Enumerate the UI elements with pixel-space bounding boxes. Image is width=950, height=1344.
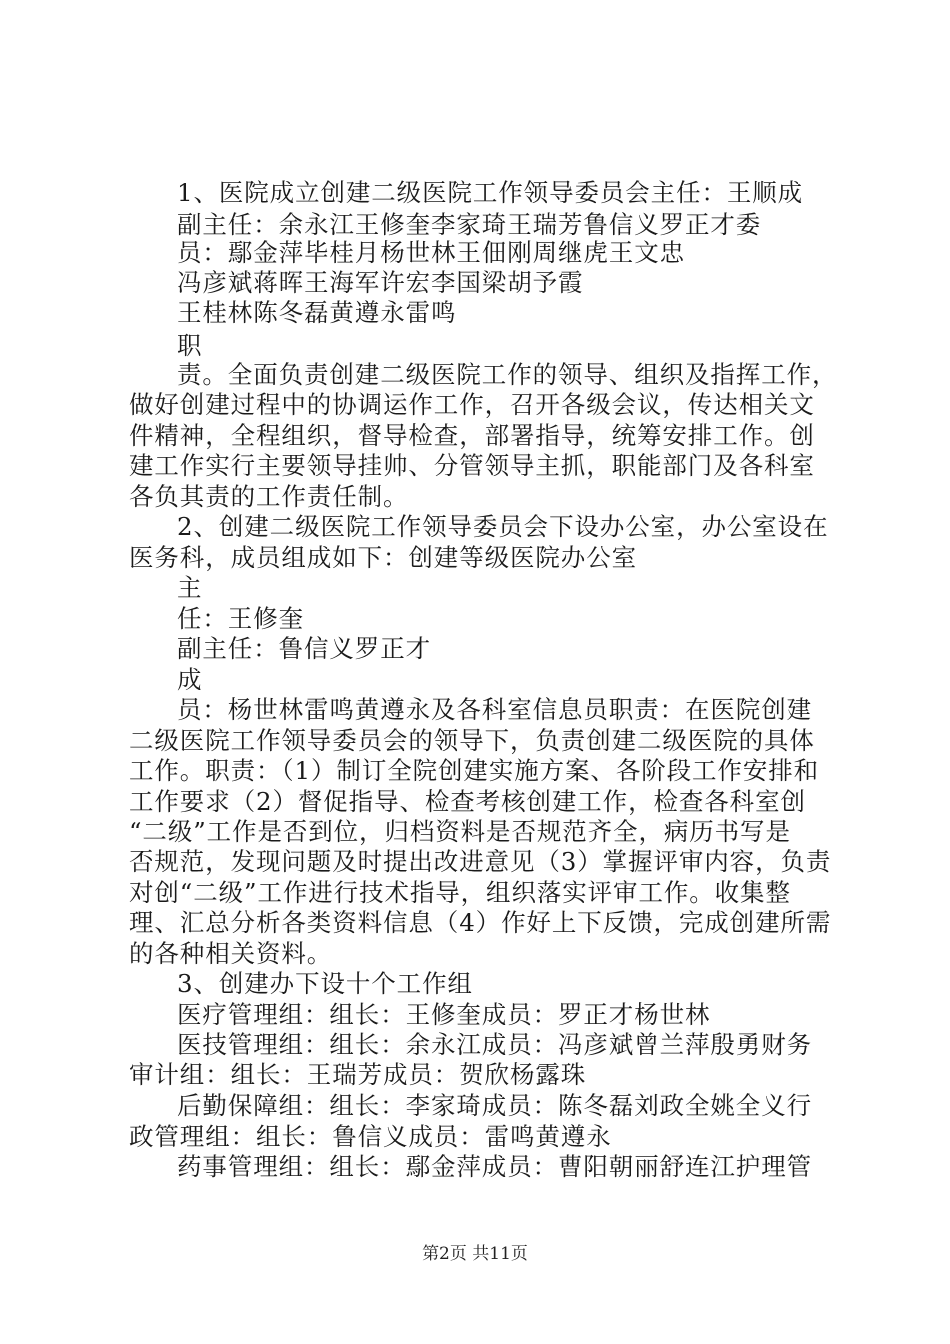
text-line: 副主任：鲁信义罗正才 [177, 634, 431, 663]
text-line: 二级医院工作领导委员会的领导下，负责创建二级医院的具体 [129, 726, 815, 755]
text-line: 审计组：组长：王瑞芳成员：贺欣杨露珠 [129, 1060, 587, 1089]
text-line: 工作要求（2）督促指导、检查考核创建工作，检查各科室创 [129, 787, 806, 816]
text-line: 职 [177, 331, 203, 360]
text-line: 医疗管理组：组长：王修奎成员：罗正才杨世林 [177, 1000, 711, 1029]
text-line: 2、创建二级医院工作领导委员会下设办公室，办公室设在 [177, 512, 829, 541]
text-line: 各负其责的工作责任制。 [129, 482, 409, 511]
text-line: 医技管理组：组长：余永江成员：冯彦斌曾兰萍殷勇财务 [177, 1030, 812, 1059]
text-line: 责。全面负责创建二级医院工作的领导、组织及指挥工作， [177, 360, 838, 389]
text-line: 件精神，全程组织，督导检查，部署指导，统筹安排工作。创 [129, 421, 815, 450]
text-line: 副主任：余永江王修奎李家琦王瑞芳鲁信义罗正才委 [177, 210, 762, 239]
text-line: 建工作实行主要领导挂帅、分管领导主抓，职能部门及各科室 [129, 451, 815, 480]
page-number-footer: 第2页 共11页 [422, 1244, 528, 1264]
text-line: 主 [177, 573, 203, 602]
text-line: 药事管理组：组长：鄢金萍成员：曹阳朝丽舒连江护理管 [177, 1152, 812, 1181]
text-line: 做好创建过程中的协调运作工作，召开各级会议，传达相关文 [129, 390, 815, 419]
text-line: 任：王修奎 [177, 604, 304, 633]
text-line: 对创“二级”工作进行技术指导，组织落实评审工作。收集整 [129, 878, 791, 907]
text-line: 政管理组：组长：鲁信义成员：雷鸣黄遵永 [129, 1122, 612, 1151]
text-line: 的各种相关资料。 [129, 939, 333, 968]
text-line: “二级”工作是否到位，归档资料是否规范齐全，病历书写是 [129, 817, 791, 846]
text-line: 1、医院成立创建二级医院工作领导委员会主任：王顺成 [177, 178, 804, 207]
text-line: 成 [177, 665, 203, 694]
text-line: 理、汇总分析各类资料信息（4）作好上下反馈，完成创建所需 [129, 908, 832, 937]
text-line: 医务科，成员组成如下：创建等级医院办公室 [129, 543, 637, 572]
text-line: 王桂林陈冬磊黄遵永雷鸣 [177, 298, 457, 327]
text-line: 后勤保障组：组长：李家琦成员：陈冬磊刘政全姚全义行 [177, 1091, 812, 1120]
text-line: 否规范，发现问题及时提出改进意见（3）掌握评审内容，负责 [129, 847, 832, 876]
text-line: 员：鄢金萍毕桂月杨世林王佃刚周继虎王文忠 [177, 238, 685, 267]
text-line: 3、创建办下设十个工作组 [177, 969, 473, 998]
text-line: 员：杨世林雷鸣黄遵永及各科室信息员职责：在医院创建 [177, 695, 812, 724]
text-line: 工作。职责：（1）制订全院创建实施方案、各阶段工作安排和 [129, 756, 820, 785]
text-line: 冯彦斌蒋晖王海军许宏李国梁胡予霞 [177, 268, 584, 297]
